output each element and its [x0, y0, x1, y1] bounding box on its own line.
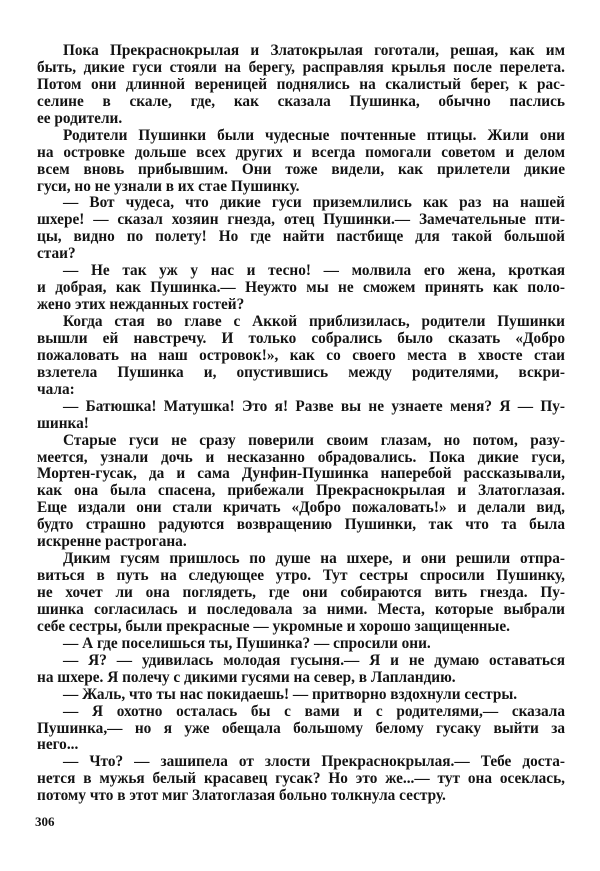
- paragraph: [37, 263, 565, 314]
- text-line: — А где поселишься ты, Пушинка? — спросили они.: [63, 634, 431, 652]
- text-line: нется в мужья белый красавец гусак? Но это же...— тут она осеклась,: [37, 770, 565, 788]
- text-line: потому что в этот миг Златоглазая больно толкнула сестру.: [37, 787, 446, 805]
- text-line: Диким гусям пришлось по душе на шхере, и они решили отпра-: [63, 550, 565, 568]
- paragraph: [37, 636, 565, 653]
- text-line: жено этих нежданных гостей?: [37, 296, 245, 314]
- text-line: быть, дикие гуси стояли на берегу, расправляя крылья после перелета.: [37, 58, 565, 76]
- text-line: Потом они длинной вереницей поднялись на скалистый берег, к рас-: [37, 75, 565, 93]
- text-line: шинка!: [37, 414, 89, 432]
- text-line: Родители Пушинки были чудесные почтенные птицы. Жили они: [63, 126, 565, 144]
- paragraph: [37, 399, 565, 433]
- text-line: шинка согласилась и последовала за ними. Места, которые выбрали: [37, 600, 565, 618]
- text-line: Еще издали они стали кричать «Добро пожаловать!» и делали вид,: [37, 499, 565, 517]
- text-line: на островке дольше всех других и всегда помогали советом и делом: [37, 143, 565, 161]
- text-line: искренне растрогана.: [37, 533, 187, 551]
- paragraph: [37, 314, 565, 399]
- text-line: него...: [37, 736, 79, 754]
- text-line: селине в скале, где, как сказала Пушинка, обычно паслись: [37, 92, 565, 110]
- text-line: меется, узнали дочь и несказанно обрадовались. Пока дикие гуси,: [37, 448, 565, 466]
- text-line: — Что? — зашипела от злости Прекраснокрылая.— Тебе доста-: [63, 753, 565, 771]
- book-page-text: [37, 43, 565, 805]
- text-line: — Не так уж у нас и тесно! — молвила его жена, кроткая: [63, 262, 565, 280]
- text-line: виться в путь на следующее утро. Тут сестры спросили Пушинку,: [37, 567, 565, 585]
- text-line: цы, видно по полету! Но где найти пастбище для такой большой: [37, 228, 565, 246]
- text-line: ее родители.: [37, 109, 123, 127]
- text-line: — Жаль, что ты нас покидаешь! — притворно вздохнули сестры.: [63, 685, 518, 703]
- text-line: Старые гуси не сразу поверили своим глазам, но потом, разу-: [63, 431, 565, 449]
- text-line: шхере! — сказал хозяин гнезда, отец Пушинки.— Замечательные пти-: [37, 211, 565, 229]
- text-line: взлетела Пушинка и, опустившись между родителями, вскри-: [37, 363, 565, 381]
- text-line: будто страшно радуются возвращению Пушинки, так что та была: [37, 516, 565, 534]
- text-line: на шхере. Я полечу с дикими гусями на север, в Лапландию.: [37, 668, 456, 686]
- paragraph: [37, 653, 565, 687]
- text-line: Пока Прекраснокрылая и Златокрылая гоготали, решая, как им: [63, 42, 565, 59]
- paragraph: [37, 704, 565, 755]
- text-line: не хочет ли она поглядеть, где они собираются вить гнезда. Пу-: [37, 584, 565, 601]
- text-line: пожаловать на наш островок!», как со своего места в хвосте стаи: [37, 346, 565, 364]
- text-line: — Я охотно осталась бы с вами и с родителями,— сказала: [63, 702, 565, 720]
- paragraph: [37, 195, 565, 263]
- paragraph: [37, 43, 565, 128]
- paragraph: [37, 551, 565, 636]
- text-line: чала:: [37, 380, 75, 398]
- text-line: Мортен-гусак, да и сама Дунфин-Пушинка наперебой рассказывали,: [37, 465, 565, 483]
- text-line: гуси, но не узнали в их стае Пушинку.: [37, 177, 300, 195]
- paragraph: [37, 128, 565, 196]
- text-line: стаи?: [37, 245, 76, 263]
- text-line: Когда стая во главе с Аккой приблизилась, родители Пушинки: [63, 313, 565, 330]
- paragraph: [37, 754, 565, 805]
- paragraph: [37, 687, 565, 704]
- text-line: — Вот чудеса, что дикие гуси приземлились как раз на нашей: [63, 194, 565, 212]
- text-line: — Я? — удивилась молодая гусыня.— Я и не думаю оставаться: [63, 651, 565, 669]
- text-line: — Батюшка! Матушка! Это я! Разве вы не узнаете меня? Я — Пу-: [63, 397, 565, 415]
- text-line: вышли ей навстречу. И только собрались было сказать «Добро: [37, 329, 565, 347]
- text-line: Пушинка,— но я уже обещала большому белому гусаку выйти за: [37, 719, 565, 737]
- page-number: 306: [35, 814, 55, 829]
- paragraph: [37, 433, 565, 552]
- text-line: как она была спасена, прибежали Прекраснокрылая и Златоглазая.: [37, 482, 565, 500]
- text-line: и добрая, как Пушинка.— Неужто мы не сможем принять как поло-: [37, 279, 565, 297]
- text-line: всем вновь прибывшим. Они тоже видели, как прилетели дикие: [37, 160, 565, 178]
- text-line: себе сестры, были прекрасные — укромные и хорошо защищенные.: [37, 617, 510, 635]
